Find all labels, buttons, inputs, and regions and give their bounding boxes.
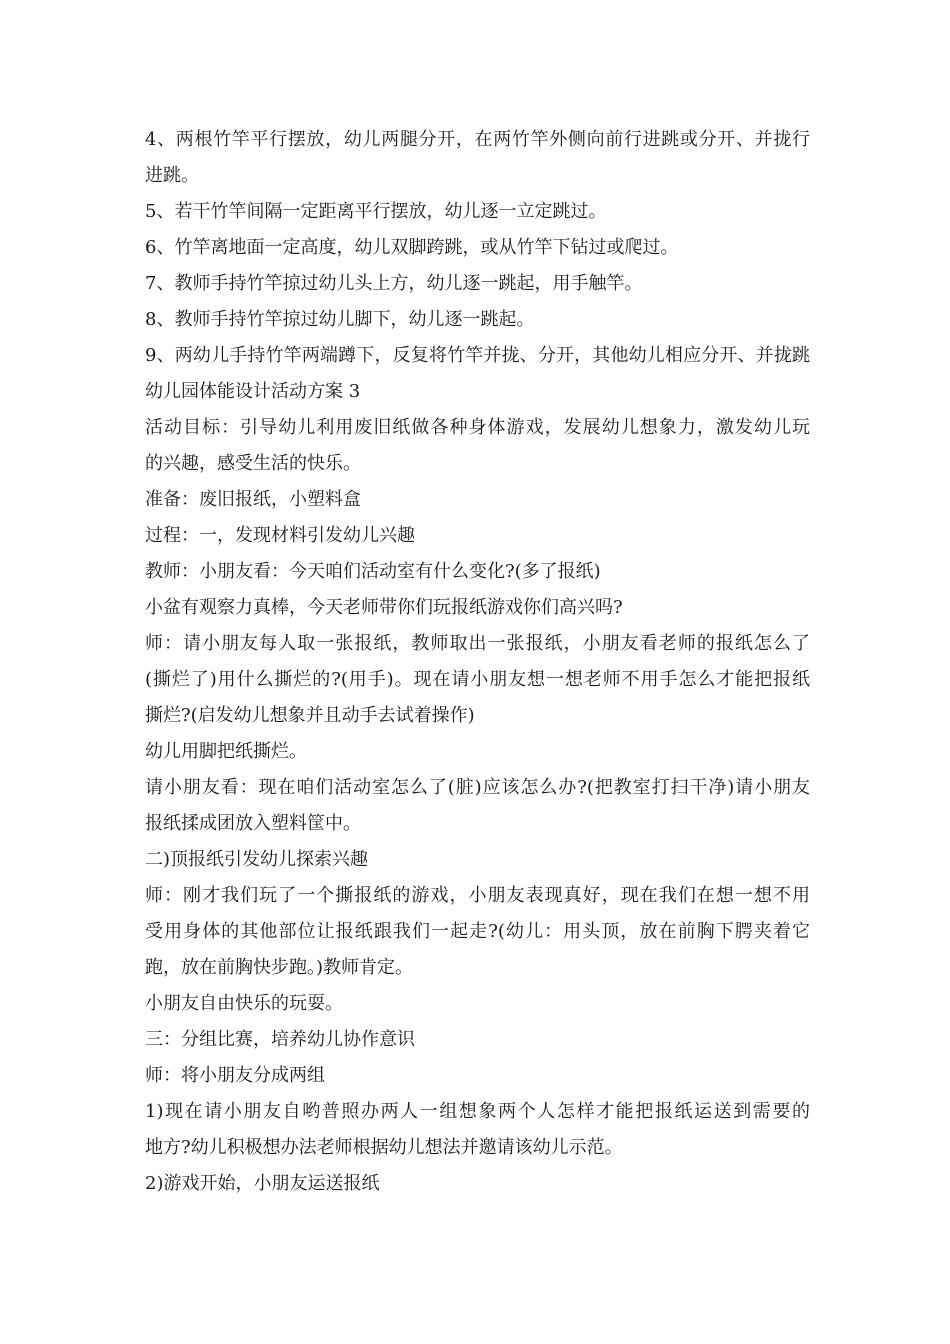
text-line: 师：刚才我们玩了一个撕报纸的游戏，小朋友表现真好，现在我们在想一想不用 xyxy=(145,885,810,906)
text-line: 请小朋友看：现在咱们活动室怎么了(脏)应该怎么办?(把教室打扫干净)请小朋友 xyxy=(145,777,810,798)
text-line: 受用身体的其他部位让报纸跟我们一起走?(幼儿：用头顶，放在前胸下腭夹着它 xyxy=(145,921,810,942)
text-line: 6、竹竿离地面一定高度，幼儿双脚跨跳，或从竹竿下钻过或爬过。 xyxy=(145,237,679,258)
text-line: 师：将小朋友分成两组 xyxy=(145,1065,325,1086)
text-line: 进跳。 xyxy=(145,165,199,186)
text-line: 7、教师手持竹竿掠过幼儿头上方，幼儿逐一跳起，用手触竿。 xyxy=(145,273,643,294)
text-line: 准备：废旧报纸，小塑料盒 xyxy=(145,489,361,510)
text-line: 过程：一，发现材料引发幼儿兴趣 xyxy=(145,525,415,546)
text-line: 撕烂?(启发幼儿想象并且动手去试着操作) xyxy=(145,705,475,726)
text-line: 2)游戏开始，小朋友运送报纸 xyxy=(145,1173,380,1194)
text-line: 师：请小朋友每人取一张报纸，教师取出一张报纸，小朋友看老师的报纸怎么了 xyxy=(145,633,810,654)
text-line: 教师：小朋友看：今天咱们活动室有什么变化?(多了报纸) xyxy=(145,561,601,582)
text-line: 幼儿园体能设计活动方案 3 xyxy=(145,381,361,402)
text-line: 报纸揉成团放入塑料筐中。 xyxy=(145,813,361,834)
text-line: 1)现在请小朋友自哟普照办两人一组想象两个人怎样才能把报纸运送到需要的 xyxy=(145,1101,810,1122)
text-line: 小朋友自由快乐的玩耍。 xyxy=(145,993,343,1014)
text-line: 4、两根竹竿平行摆放，幼儿两腿分开，在两竹竿外侧向前行进跳或分开、并拢行 xyxy=(145,129,810,150)
text-line: 二)顶报纸引发幼儿探索兴趣 xyxy=(145,849,369,870)
text-line: 5、若干竹竿间隔一定距离平行摆放，幼儿逐一立定跳过。 xyxy=(145,201,607,222)
text-line: (撕烂了)用什么撕烂的?(用手)。现在请小朋友想一想老师不用手怎么才能把报纸 xyxy=(145,669,810,690)
text-line: 活动目标：引导幼儿利用废旧纸做各种身体游戏，发展幼儿想象力，激发幼儿玩 xyxy=(145,417,810,438)
text-line: 跑，放在前胸快步跑。)教师肯定。 xyxy=(145,957,414,978)
text-line: 的兴趣，感受生活的快乐。 xyxy=(145,453,361,474)
text-line: 地方?幼儿积极想办法老师根据幼儿想法并邀请该幼儿示范。 xyxy=(145,1137,623,1158)
text-line: 三：分组比赛，培养幼儿协作意识 xyxy=(145,1029,415,1050)
document-body xyxy=(145,122,810,1202)
text-line: 8、教师手持竹竿掠过幼儿脚下，幼儿逐一跳起。 xyxy=(145,309,535,330)
text-line: 小盆有观察力真棒，今天老师带你们玩报纸游戏你们高兴吗? xyxy=(145,597,623,618)
text-line: 幼儿用脚把纸撕烂。 xyxy=(145,741,307,762)
text-line: 9、两幼儿手持竹竿两端蹲下，反复将竹竿并拢、分开，其他幼儿相应分开、并拢跳 xyxy=(145,345,810,366)
